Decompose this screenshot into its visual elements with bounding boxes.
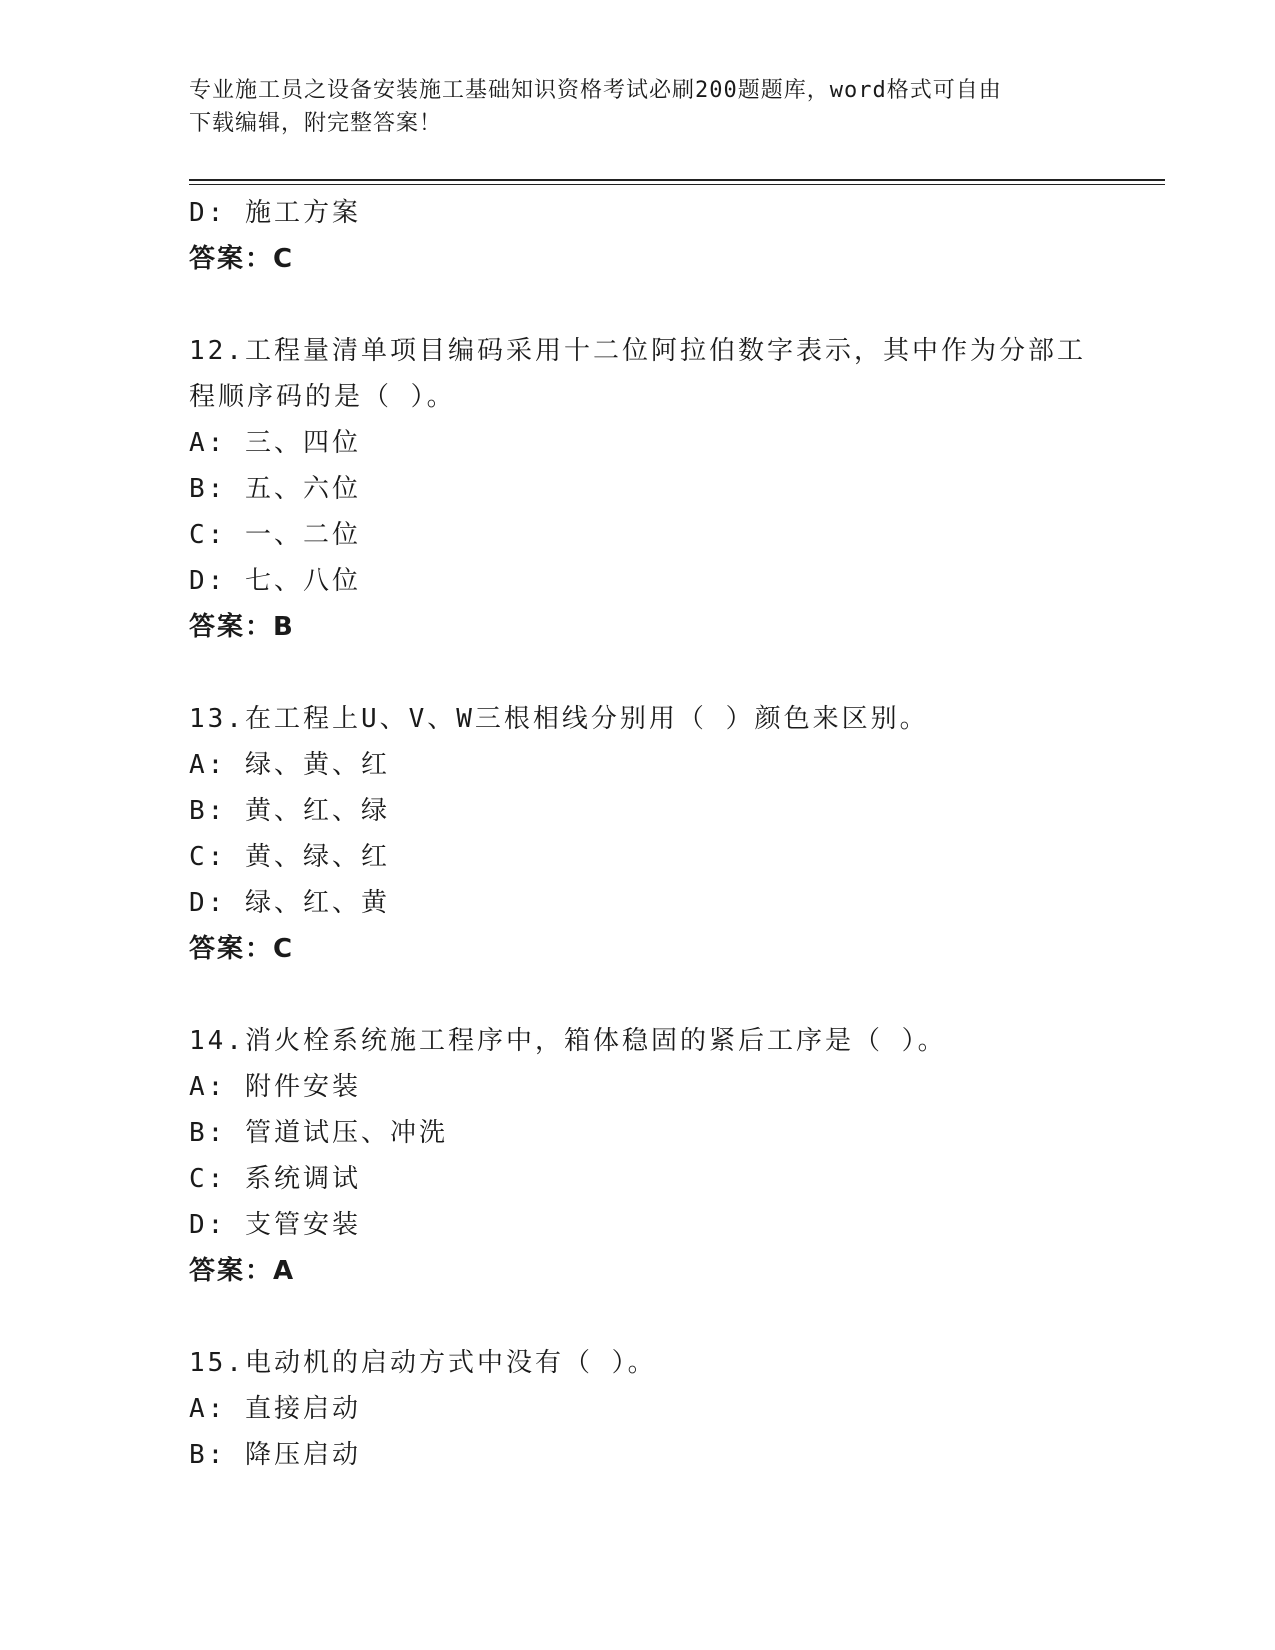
- option-a: A: 三、四位: [189, 428, 361, 458]
- question-title-continued: 程顺序码的是（ ）。: [189, 382, 456, 412]
- question-block-12: [189, 328, 1149, 650]
- option-b: B: 管道试压、冲洗: [189, 1118, 448, 1148]
- option-a: A: 绿、黄、红: [189, 750, 390, 780]
- header-divider-thick: [189, 179, 1165, 181]
- header-divider-thin: [189, 184, 1165, 185]
- option-d: D: 支管安装: [189, 1210, 361, 1240]
- option-b: B: 黄、红、绿: [189, 796, 390, 826]
- option-d: D: 施工方案: [189, 198, 361, 228]
- option-b: B: 五、六位: [189, 474, 361, 504]
- option-d: D: 绿、红、黄: [189, 888, 390, 918]
- option-a: A: 附件安装: [189, 1072, 361, 1102]
- spacer: [189, 972, 1149, 1018]
- option-c: C: 黄、绿、红: [189, 842, 390, 872]
- option-c: C: 一、二位: [189, 520, 361, 550]
- document-header: [189, 74, 1089, 140]
- option-b: B: 降压启动: [189, 1440, 361, 1470]
- question-title: 14.消火栓系统施工程序中，箱体稳固的紧后工序是（ ）。: [189, 1026, 947, 1056]
- header-line-1: 专业施工员之设备安装施工基础知识资格考试必刷200题题库，word格式可自由: [189, 78, 1002, 103]
- option-d: D: 七、八位: [189, 566, 361, 596]
- question-title: 15.电动机的启动方式中没有（ ）。: [189, 1348, 657, 1378]
- spacer: [189, 1294, 1149, 1340]
- option-c: C: 系统调试: [189, 1164, 361, 1194]
- spacer: [189, 650, 1149, 696]
- question-title: 13.在工程上U、V、W三根相线分别用（ ）颜色来区别。: [189, 704, 929, 734]
- question-list: [189, 190, 1149, 1478]
- answer-line: 答案：A: [189, 1256, 296, 1286]
- answer-line: 答案：B: [189, 612, 295, 642]
- question-block-14: [189, 1018, 1149, 1294]
- answer-line: 答案：C: [189, 244, 295, 274]
- spacer: [189, 282, 1149, 328]
- question-block-15: [189, 1340, 1149, 1478]
- header-line-2: 下载编辑，附完整答案！: [189, 111, 443, 136]
- question-block-13: [189, 696, 1149, 972]
- answer-line: 答案：C: [189, 934, 295, 964]
- question-title: 12.工程量清单项目编码采用十二位阿拉伯数字表示，其中作为分部工: [189, 336, 1086, 366]
- option-a: A: 直接启动: [189, 1394, 361, 1424]
